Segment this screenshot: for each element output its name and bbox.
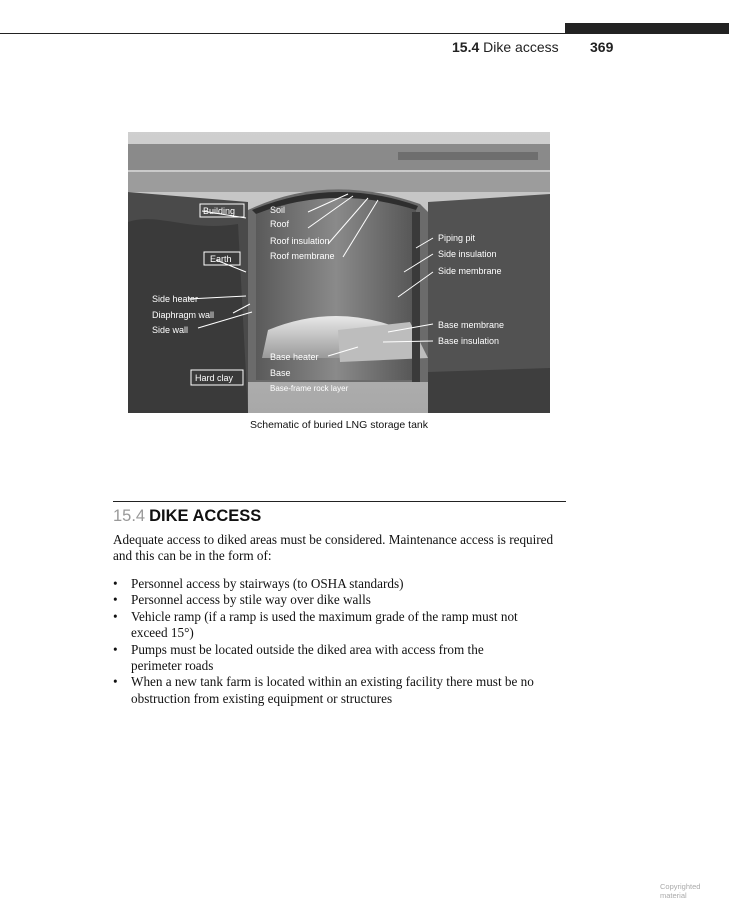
label-base-frame-rock-layer: Base-frame rock layer [270, 384, 349, 393]
bullet-glyph: • [113, 641, 118, 657]
label-building: Building [203, 206, 236, 216]
right-base-soil [428, 368, 550, 413]
label-base-insulation: Base insulation [438, 336, 500, 346]
label-roof-membrane: Roof membrane [270, 251, 335, 261]
list-item-line-1: Personnel access by stile way over dike walls [131, 592, 371, 608]
figure-caption: Schematic of buried LNG storage tank [249, 419, 428, 431]
section-heading-number: 15.4 [113, 507, 146, 525]
running-head-section-name: Dike access [483, 39, 559, 55]
label-side-wall: Side wall [152, 325, 189, 335]
label-side-membrane: Side membrane [438, 266, 502, 276]
label-side-heater: Side heater [152, 294, 199, 304]
bullet-glyph: • [113, 674, 118, 690]
label-roof: Roof [270, 219, 290, 229]
section-heading [113, 507, 261, 526]
list-item-line-2: obstruction from existing equipment or structures [131, 690, 393, 706]
list-item-line-1: When a new tank farm is located within an existing facility there must be no [131, 674, 534, 690]
section-rule [113, 501, 566, 502]
list-item-line-1: Vehicle ramp (if a ramp is used the maximum grade of the ramp must not [131, 608, 518, 624]
bullet-glyph: • [113, 608, 118, 624]
copyright-notice: Copyrighted material [660, 882, 701, 900]
list-item [113, 642, 568, 675]
list-item-line-2: exceed 15°) [131, 625, 194, 641]
header-rule [0, 33, 729, 34]
list-item-line-1: Personnel access by stairways (to OSHA standards) [131, 576, 404, 591]
label-piping-pit: Piping pit [438, 233, 476, 243]
tank-schematic-image [128, 132, 550, 413]
running-head [452, 39, 559, 55]
bullet-glyph: • [113, 576, 118, 591]
label-diaphragm-wall: Diaphragm wall [152, 310, 215, 320]
intro-line-1: Adequate access to diked areas must be considered. Maintenance access is required [113, 532, 554, 547]
label-base-heater: Base heater [270, 352, 319, 362]
horizon-ground [128, 172, 550, 192]
running-head-section-number: 15.4 [452, 39, 480, 55]
far-buildings [398, 152, 538, 160]
page-number: 369 [590, 39, 614, 55]
piping-pit [412, 212, 420, 382]
label-base-membrane: Base membrane [438, 320, 505, 330]
access-bullet-list [113, 576, 568, 707]
list-item-line-2: perimeter roads [131, 658, 214, 674]
section-intro [113, 532, 568, 565]
section-heading-title: DIKE ACCESS [149, 507, 262, 525]
label-hard-clay: Hard clay [195, 373, 234, 383]
intro-line-2: and this can be in the form of: [113, 548, 272, 564]
tank-schematic-figure [128, 132, 550, 413]
list-item [113, 576, 568, 592]
label-roof-insulation: Roof insulation [270, 236, 330, 246]
label-soil: Soil [270, 205, 286, 215]
label-earth: Earth [210, 254, 232, 264]
list-item-line-1: Pumps must be located outside the diked area with access from the [131, 641, 484, 657]
list-item [113, 592, 568, 608]
bullet-glyph: • [113, 592, 118, 608]
label-side-insulation: Side insulation [438, 249, 497, 259]
list-item [113, 609, 568, 642]
list-item [113, 674, 568, 707]
label-base: Base [270, 368, 291, 378]
